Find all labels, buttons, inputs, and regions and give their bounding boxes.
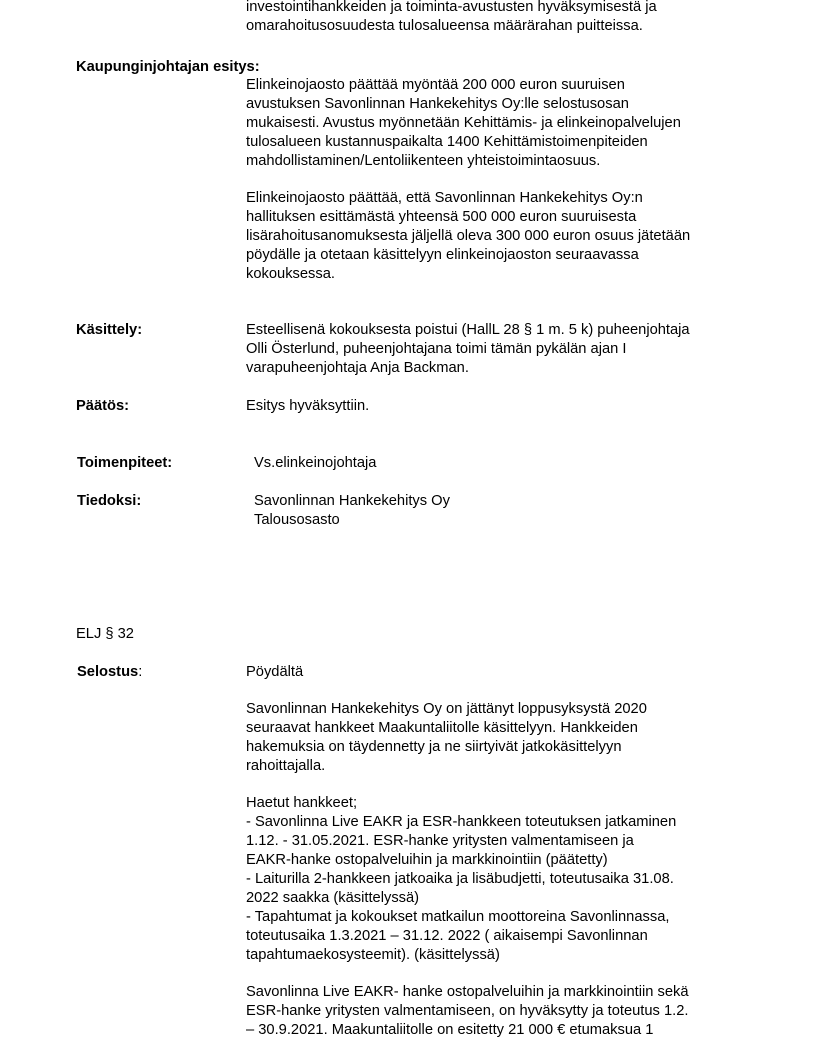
- processing-line: Esteellisenä kokouksesta poistui (HallL 28 § 1 m. 5 k) puheenjohtaja: [246, 322, 690, 338]
- statement-line: EAKR-hanke ostopalveluihin ja markkinointiin (päätetty): [246, 852, 608, 868]
- proposal-heading: Kaupunginjohtajan esitys:: [76, 59, 260, 75]
- statement-line: – 30.9.2021. Maakuntaliitolle on esitetty 21 000 € etumaksua 1: [246, 1022, 654, 1038]
- processing-line: Olli Österlund, puheenjohtajana toimi tämän pykälän ajan I: [246, 341, 627, 357]
- statement-intro: Pöydältä: [246, 664, 304, 680]
- statement-line: Savonlinnan Hankekehitys Oy on jättänyt loppusyksystä 2020: [246, 701, 647, 717]
- statement-line: - Tapahtumat ja kokoukset matkailun moottoreina Savonlinnassa,: [246, 909, 670, 925]
- statement-line: 1.12. - 31.05.2021. ESR-hanke yritysten valmentamiseen ja: [246, 833, 634, 849]
- statement-line: seuraavat hankkeet Maakuntaliitolle käsittelyyn. Hankkeiden: [246, 720, 638, 736]
- proposal-line: pöydälle ja otetaan käsittelyyn elinkeinojaoston seuraavassa: [246, 247, 639, 263]
- info-label: Tiedoksi:: [77, 493, 142, 509]
- statement-line: Savonlinna Live EAKR- hanke ostopalveluihin ja markkinointiin sekä: [246, 984, 689, 1000]
- statement-line: - Savonlinna Live EAKR ja ESR-hankkeen toteutuksen jatkaminen: [246, 814, 677, 830]
- proposal-line: lisärahoitusanomuksesta jäljellä oleva 300 000 euron osuus jätetään: [246, 228, 691, 244]
- statement-label-colon: :: [138, 664, 143, 680]
- proposal-line: kokouksessa.: [246, 266, 335, 282]
- statement-label: [77, 663, 142, 682]
- statement-line: hakemuksia on täydennetty ja ne siirtyivät jatkokäsittelyyn: [246, 739, 622, 755]
- proposal-line: tulosalueen kustannuspaikalta 1400 Kehittämistoimenpiteiden: [246, 134, 648, 150]
- info-line: Talousosasto: [254, 512, 340, 528]
- info-line: Savonlinnan Hankekehitys Oy: [254, 493, 450, 509]
- processing-line: varapuheenjohtaja Anja Backman.: [246, 360, 469, 376]
- statement-line: tapahtumaekosysteemit). (käsittelyssä): [246, 947, 500, 963]
- proposal-line: Elinkeinojaosto päättää, että Savonlinnan Hankekehitys Oy:n: [246, 190, 643, 206]
- actions-label: Toimenpiteet:: [77, 455, 173, 471]
- statement-line: 2022 saakka (käsittelyssä): [246, 890, 420, 906]
- decision-label: Päätös:: [76, 398, 130, 414]
- section-number: ELJ § 32: [76, 626, 134, 642]
- proposal-line: mukaisesti. Avustus myönnetään Kehittämis- ja elinkeinopalvelujen: [246, 115, 681, 131]
- proposal-line: avustuksen Savonlinnan Hankekehitys Oy:lle selostusosan: [246, 96, 629, 112]
- processing-label: Käsittely:: [76, 322, 143, 338]
- statement-line: - Laiturilla 2-hankkeen jatkoaika ja lisäbudjetti, toteutusaika 31.08.: [246, 871, 674, 887]
- proposal-line: hallituksen esittämästä yhteensä 500 000 euron suuruisesta: [246, 209, 637, 225]
- actions-text: Vs.elinkeinojohtaja: [254, 455, 377, 471]
- proposal-line: mahdollistaminen/Lentoliikenteen yhteistoimintaosuus.: [246, 153, 601, 169]
- statement-label-text: Selostus: [77, 664, 139, 680]
- statement-line: ESR-hanke yritysten valmentamiseen, on hyväksytty ja toteutus 1.2.: [246, 1003, 689, 1019]
- statement-line: toteutusaika 1.3.2021 – 31.12. 2022 ( aikaisempi Savonlinnan: [246, 928, 648, 944]
- statement-line: Haetut hankkeet;: [246, 795, 358, 811]
- continuation-line: omarahoitusosuudesta tulosalueensa määrärahan puitteissa.: [246, 18, 643, 34]
- proposal-line: Elinkeinojaosto päättää myöntää 200 000 euron suuruisen: [246, 77, 625, 93]
- decision-text: Esitys hyväksyttiin.: [246, 398, 370, 414]
- continuation-line: investointihankkeiden ja toiminta-avustusten hyväksymisestä ja: [246, 0, 657, 15]
- statement-line: rahoittajalla.: [246, 758, 326, 774]
